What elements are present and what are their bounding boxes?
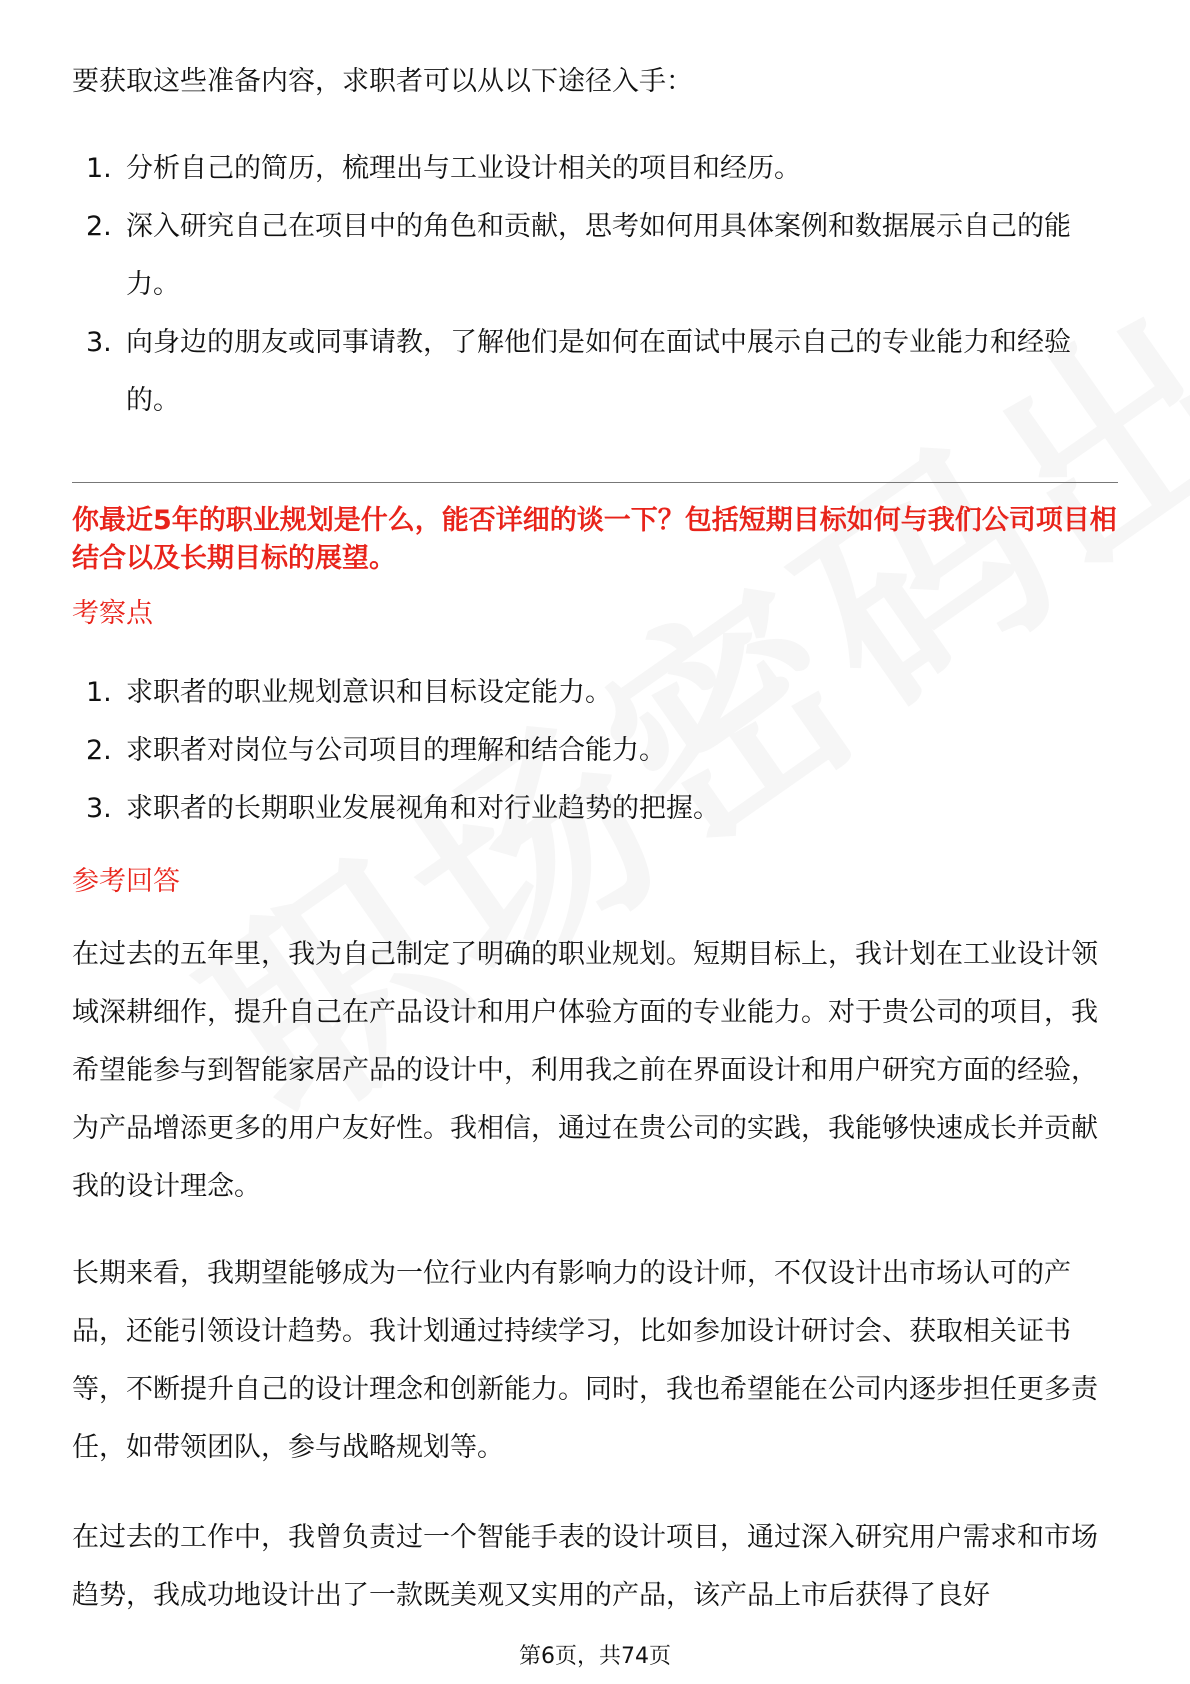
list-number: 1. (86, 153, 112, 184)
assessment-title: 考察点 (72, 598, 153, 629)
list-number: 3. (86, 793, 112, 824)
list-item (72, 722, 1118, 780)
answer-paragraph: 长期来看，我期望能够成为一位行业内有影响力的设计师，不仅设计出市场认可的产品，还能引领设计趋势。我计划通过持续学习，比如参加设计研讨会、获取相关证书等，不断提升自己的设计理念和创新能力。同时，我也希望能在公司内逐步担任更多责任，如带领团队，参与战略规划等。 (72, 1258, 1098, 1463)
answer-paragraph: 在过去的五年里，我为自己制定了明确的职业规划。短期目标上，我计划在工业设计领域深耕细作，提升自己在产品设计和用户体验方面的专业能力。对于贵公司的项目，我希望能参与到智能家居产品的设计中，利用我之前在界面设计和用户研究方面的经验，为产品增添更多的用户友好性。我相信，通过在贵公司的实践，我能够快速成长并贡献我的设计理念。 (72, 939, 1098, 1202)
document-page (72, 0, 1118, 1684)
question-heading: 你最近5年的职业规划是什么，能否详细的谈一下？包括短期目标如何与我们公司项目相结合以及长期目标的展望。 (72, 505, 1117, 574)
page-footer: 第6页，共74页 (519, 1644, 671, 1669)
answer-title: 参考回答 (72, 866, 180, 897)
list-number: 2. (86, 735, 112, 766)
list-item-text: 向身边的朋友或同事请教，了解他们是如何在面试中展示自己的专业能力和经验的。 (126, 327, 1071, 416)
assessment-list (72, 664, 1118, 838)
list-item (72, 140, 1118, 198)
list-item (72, 664, 1118, 722)
intro-text: 要获取这些准备内容，求职者可以从以下途径入手： (72, 66, 693, 97)
section-divider (72, 482, 1118, 483)
list-item-text: 深入研究自己在项目中的角色和贡献，思考如何用具体案例和数据展示自己的能力。 (126, 211, 1071, 300)
list-number: 2. (86, 211, 112, 242)
list-item (72, 198, 1118, 314)
list-number: 3. (86, 327, 112, 358)
list-item-text: 分析自己的简历，梳理出与工业设计相关的项目和经历。 (126, 153, 801, 184)
list-item (72, 314, 1118, 430)
answer-paragraph: 在过去的工作中，我曾负责过一个智能手表的设计项目，通过深入研究用户需求和市场趋势，我成功地设计出了一款既美观又实用的产品，该产品上市后获得了良好 (72, 1522, 1098, 1611)
list-item-text: 求职者对岗位与公司项目的理解和结合能力。 (126, 735, 666, 766)
prep-list (72, 140, 1118, 430)
list-item (72, 780, 1118, 838)
list-number: 1. (86, 677, 112, 708)
list-item-text: 求职者的职业规划意识和目标设定能力。 (126, 677, 612, 708)
list-item-text: 求职者的长期职业发展视角和对行业趋势的把握。 (126, 793, 720, 824)
